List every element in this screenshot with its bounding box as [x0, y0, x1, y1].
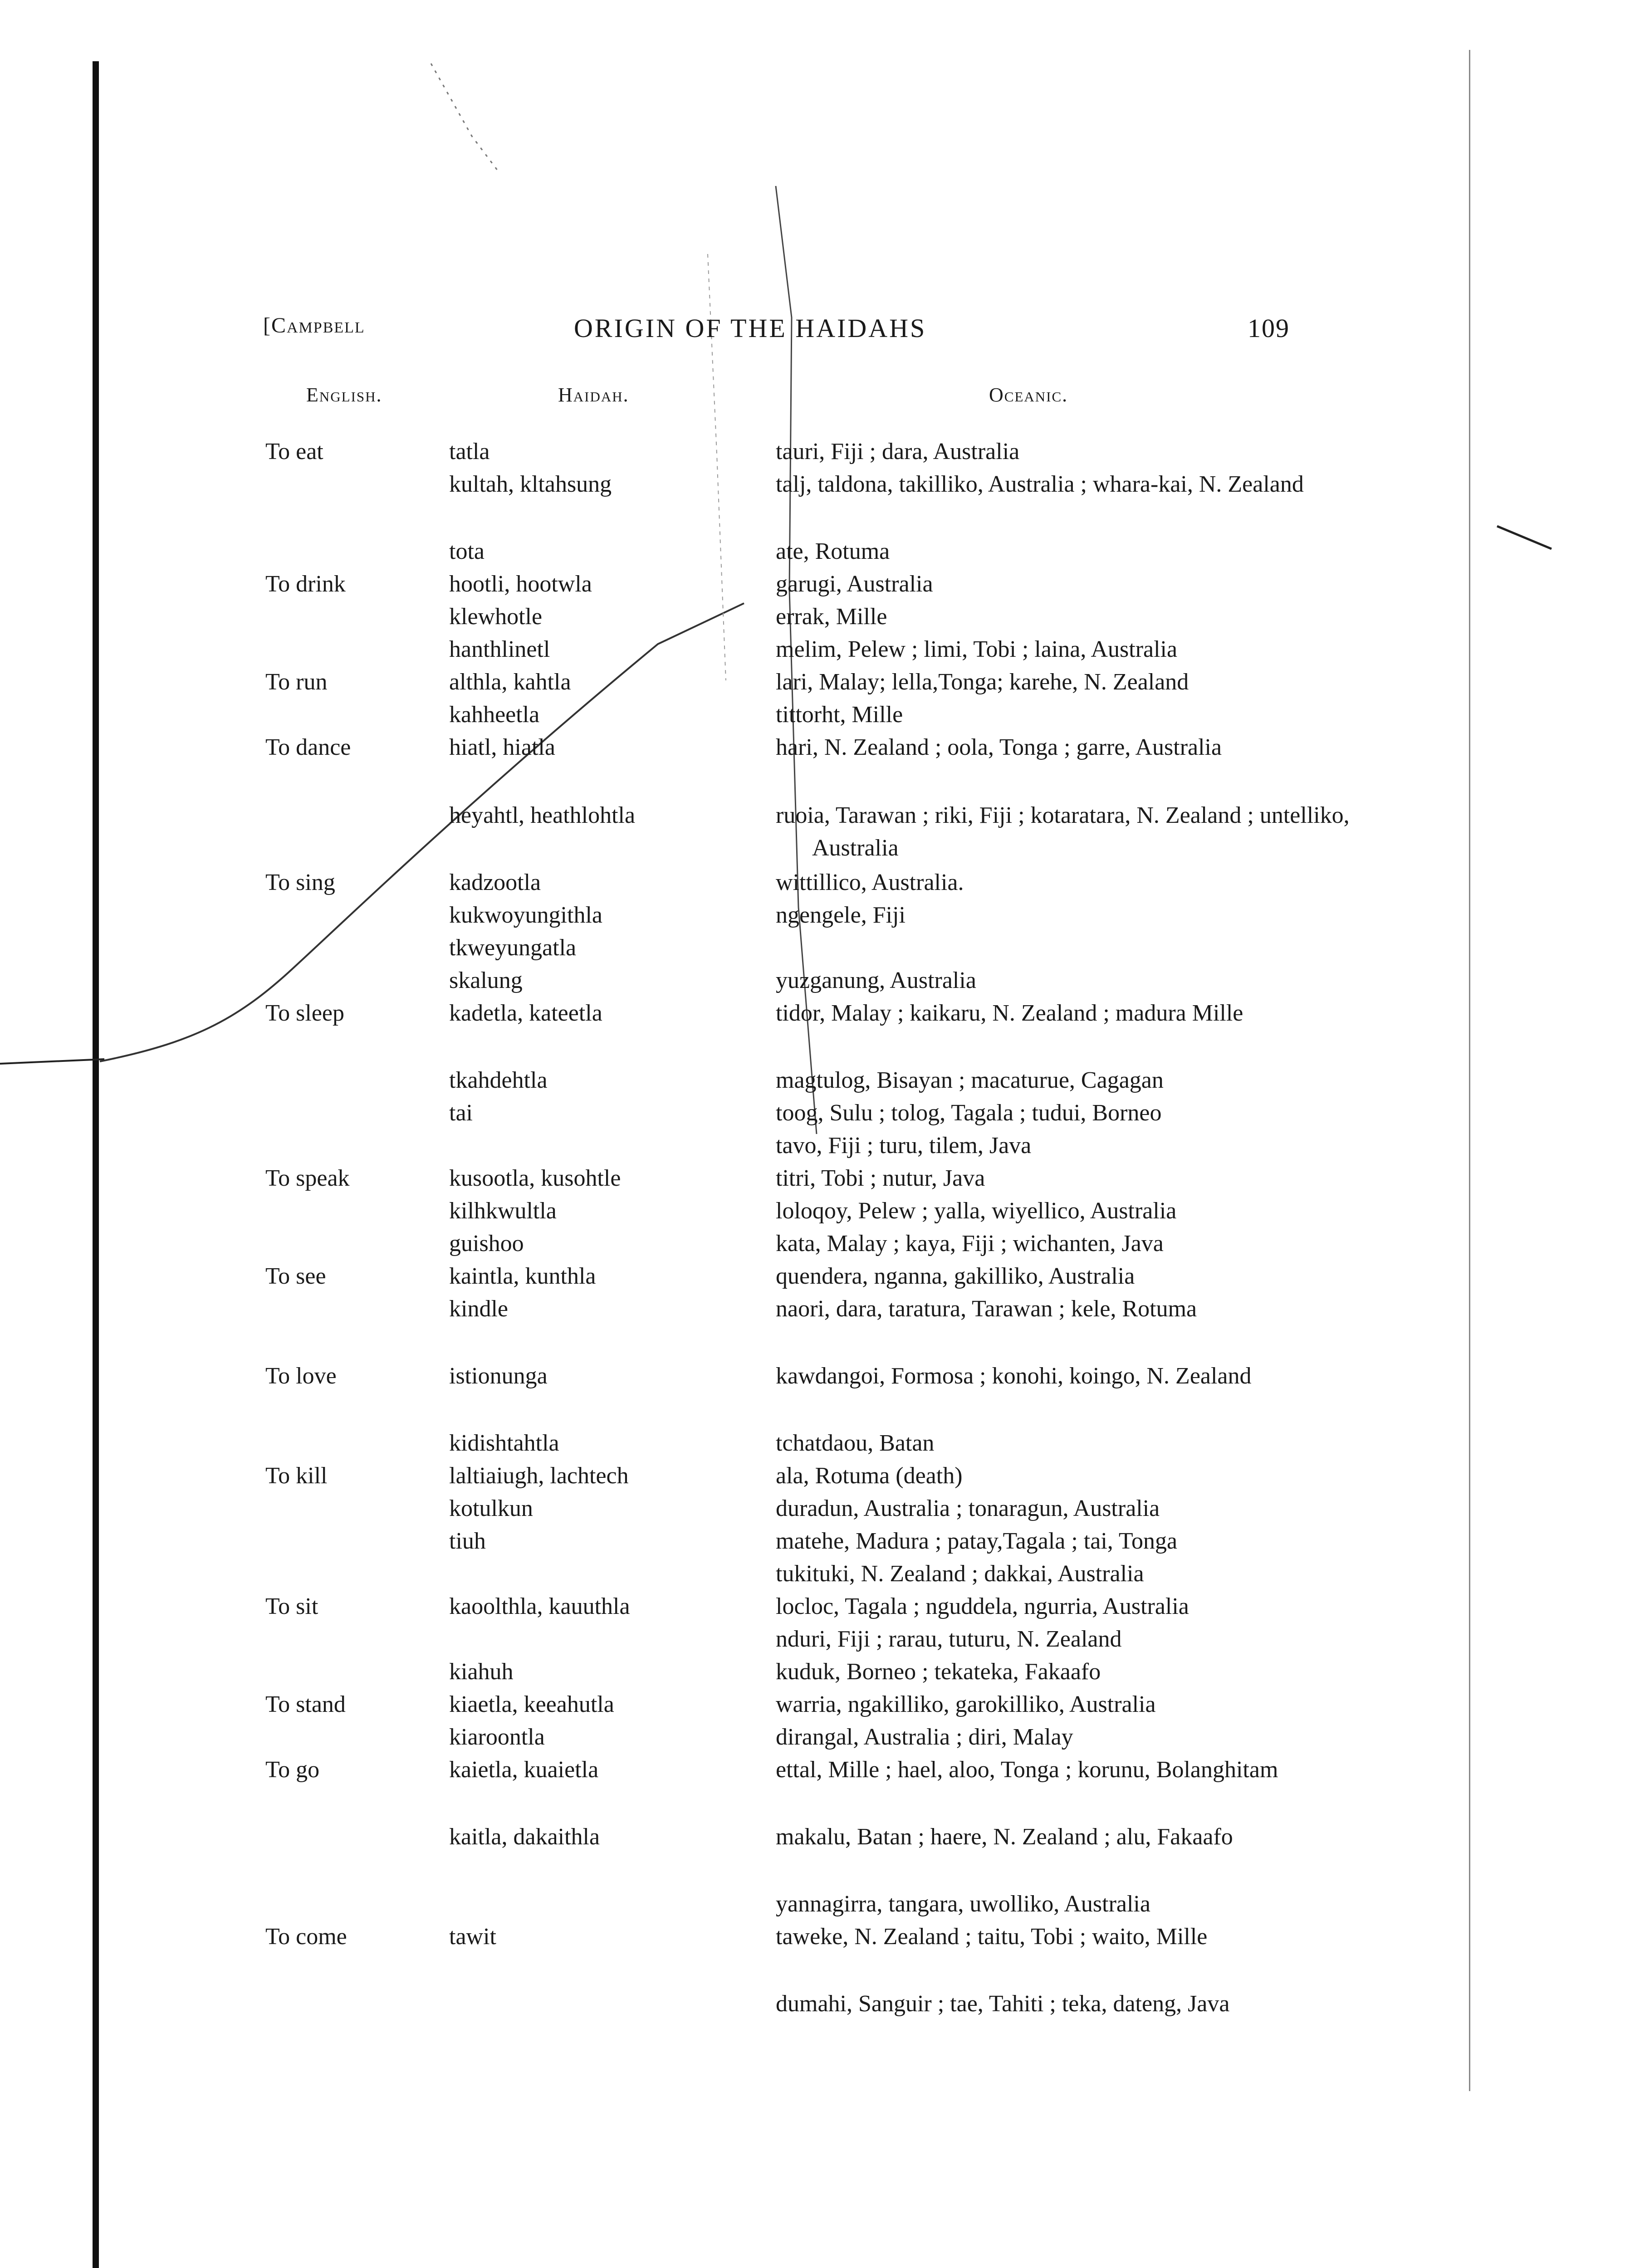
oceanic-equivalents: dumahi, Sanguir ; tae, Tahiti ; teka, dateng, Java	[776, 1991, 1230, 2017]
oceanic-equivalents: duradun, Australia ; tonaragun, Australia	[776, 1496, 1160, 1521]
haidah-term: istionunga	[449, 1363, 548, 1389]
haidah-term: kaitla, dakaithla	[449, 1824, 600, 1850]
english-term: To sleep	[265, 1000, 344, 1026]
haidah-term: guishoo	[449, 1231, 524, 1256]
oceanic-equivalents: talj, taldona, takilliko, Australia ; whara-kai, N. Zealand	[776, 471, 1304, 497]
oceanic-equivalents: garugi, Australia	[776, 571, 933, 597]
haidah-term: kultah, kltahsung	[449, 471, 612, 497]
oceanic-equivalents: kawdangoi, Formosa ; konohi, koingo, N. Zealand	[776, 1363, 1252, 1389]
haidah-term: tkweyungatla	[449, 935, 577, 961]
oceanic-equivalents: tavo, Fiji ; turu, tilem, Java	[776, 1133, 1032, 1158]
oceanic-equivalents: tittorht, Mille	[776, 702, 903, 728]
haidah-term: kaintla, kunthla	[449, 1263, 596, 1289]
english-term: To sing	[265, 870, 335, 895]
english-term: To sit	[265, 1593, 318, 1619]
oceanic-equivalents: melim, Pelew ; limi, Tobi ; laina, Australia	[776, 636, 1178, 662]
running-head-left: [Campbell	[263, 313, 365, 337]
haidah-term: heyahtl, heathlohtla	[449, 802, 636, 828]
oceanic-equivalents: dirangal, Australia ; diri, Malay	[776, 1724, 1073, 1750]
english-term: To drink	[265, 571, 346, 597]
oceanic-equivalents: makalu, Batan ; haere, N. Zealand ; alu, Fakaafo	[776, 1824, 1233, 1850]
english-term: To come	[265, 1924, 347, 1950]
oceanic-equivalents: ruoia, Tarawan ; riki, Fiji ; kotaratara, N. Zealand ; untelliko, Australia	[776, 802, 1350, 861]
oceanic-equivalents: errak, Mille	[776, 604, 887, 630]
oceanic-equivalents: naori, dara, taratura, Tarawan ; kele, Rotuma	[776, 1296, 1197, 1322]
oceanic-equivalents: loloqoy, Pelew ; yalla, wiyellico, Australia	[776, 1198, 1177, 1224]
haidah-term: kidishtahtla	[449, 1430, 559, 1456]
english-term: To stand	[265, 1691, 346, 1717]
haidah-term: hootli, hootwla	[449, 571, 592, 597]
english-term: To dance	[265, 734, 351, 760]
haidah-term: kaoolthla, kauuthla	[449, 1593, 630, 1619]
oceanic-equivalents: kata, Malay ; kaya, Fiji ; wichanten, Java	[776, 1231, 1164, 1256]
haidah-term: kadetla, kateetla	[449, 1000, 602, 1026]
haidah-term: kaietla, kuaietla	[449, 1757, 599, 1783]
oceanic-equivalents: ala, Rotuma (death)	[776, 1463, 963, 1489]
oceanic-equivalents: quendera, nganna, gakilliko, Australia	[776, 1263, 1135, 1289]
oceanic-equivalents: hari, N. Zealand ; oola, Tonga ; garre, Australia	[776, 734, 1222, 760]
haidah-term: tawit	[449, 1924, 496, 1950]
oceanic-equivalents: taweke, N. Zealand ; taitu, Tobi ; waito, Mille	[776, 1924, 1208, 1950]
haidah-term: klewhotle	[449, 604, 543, 630]
oceanic-equivalents: ate, Rotuma	[776, 538, 890, 564]
haidah-term: kiaetla, keeahutla	[449, 1691, 614, 1717]
english-term: To run	[265, 669, 328, 695]
haidah-term: kotulkun	[449, 1496, 533, 1521]
column-header-english: English.	[306, 384, 382, 406]
oceanic-equivalents: tidor, Malay ; kaikaru, N. Zealand ; madura Mille	[776, 1000, 1243, 1026]
english-term: To eat	[265, 439, 323, 464]
haidah-term: tai	[449, 1100, 473, 1126]
english-term: To speak	[265, 1165, 350, 1191]
oceanic-equivalents: matehe, Madura ; patay,Tagala ; tai, Tonga	[776, 1528, 1178, 1554]
haidah-term: kukwoyungithla	[449, 902, 602, 928]
oceanic-equivalents: toog, Sulu ; tolog, Tagala ; tudui, Borneo	[776, 1100, 1162, 1126]
oceanic-equivalents: wittillico, Australia.	[776, 870, 964, 895]
oceanic-equivalents: tukituki, N. Zealand ; dakkai, Australia	[776, 1561, 1144, 1587]
haidah-term: kiahuh	[449, 1659, 514, 1685]
haidah-term: kadzootla	[449, 870, 541, 895]
english-term: To kill	[265, 1463, 328, 1489]
haidah-term: kusootla, kusohtle	[449, 1165, 621, 1191]
haidah-term: althla, kahtla	[449, 669, 571, 695]
oceanic-equivalents: magtulog, Bisayan ; macaturue, Cagagan	[776, 1067, 1164, 1093]
english-term: To see	[265, 1263, 326, 1289]
running-head-title: ORIGIN OF THE HAIDAHS	[574, 313, 927, 343]
haidah-term: kilhkwultla	[449, 1198, 557, 1224]
haidah-term: tkahdehtla	[449, 1067, 548, 1093]
oceanic-equivalents: locloc, Tagala ; nguddela, ngurria, Australia	[776, 1593, 1189, 1619]
haidah-term: laltiaiugh, lachtech	[449, 1463, 629, 1489]
oceanic-equivalents: warria, ngakilliko, garokilliko, Australia	[776, 1691, 1156, 1717]
haidah-term: kiaroontla	[449, 1724, 545, 1750]
column-header-oceanic: Oceanic.	[989, 384, 1068, 406]
oceanic-equivalents: lari, Malay; lella,Tonga; karehe, N. Zealand	[776, 669, 1189, 695]
column-header-haidah: Haidah.	[558, 384, 629, 406]
english-term: To love	[265, 1363, 337, 1389]
haidah-term: kahheetla	[449, 702, 540, 728]
oceanic-equivalents: yuzganung, Australia	[776, 968, 976, 993]
page-number: 109	[1248, 313, 1290, 343]
oceanic-equivalents: kuduk, Borneo ; tekateka, Fakaafo	[776, 1659, 1101, 1685]
oceanic-equivalents: tchatdaou, Batan	[776, 1430, 935, 1456]
oceanic-equivalents: ngengele, Fiji	[776, 902, 905, 928]
haidah-term: skalung	[449, 968, 523, 993]
oceanic-equivalents: ettal, Mille ; hael, aloo, Tonga ; korunu, Bolanghitam	[776, 1757, 1278, 1783]
english-term: To go	[265, 1757, 320, 1783]
haidah-term: tatla	[449, 439, 490, 464]
oceanic-equivalents: titri, Tobi ; nutur, Java	[776, 1165, 985, 1191]
oceanic-equivalents: yannagirra, tangara, uwolliko, Australia	[776, 1891, 1150, 1917]
haidah-term: tota	[449, 538, 485, 564]
haidah-term: kindle	[449, 1296, 508, 1322]
haidah-term: hiatl, hiatla	[449, 734, 555, 760]
haidah-term: tiuh	[449, 1528, 486, 1554]
oceanic-equivalents: nduri, Fiji ; rarau, tuturu, N. Zealand	[776, 1626, 1122, 1652]
haidah-term: hanthlinetl	[449, 636, 550, 662]
oceanic-equivalents: tauri, Fiji ; dara, Australia	[776, 439, 1020, 464]
